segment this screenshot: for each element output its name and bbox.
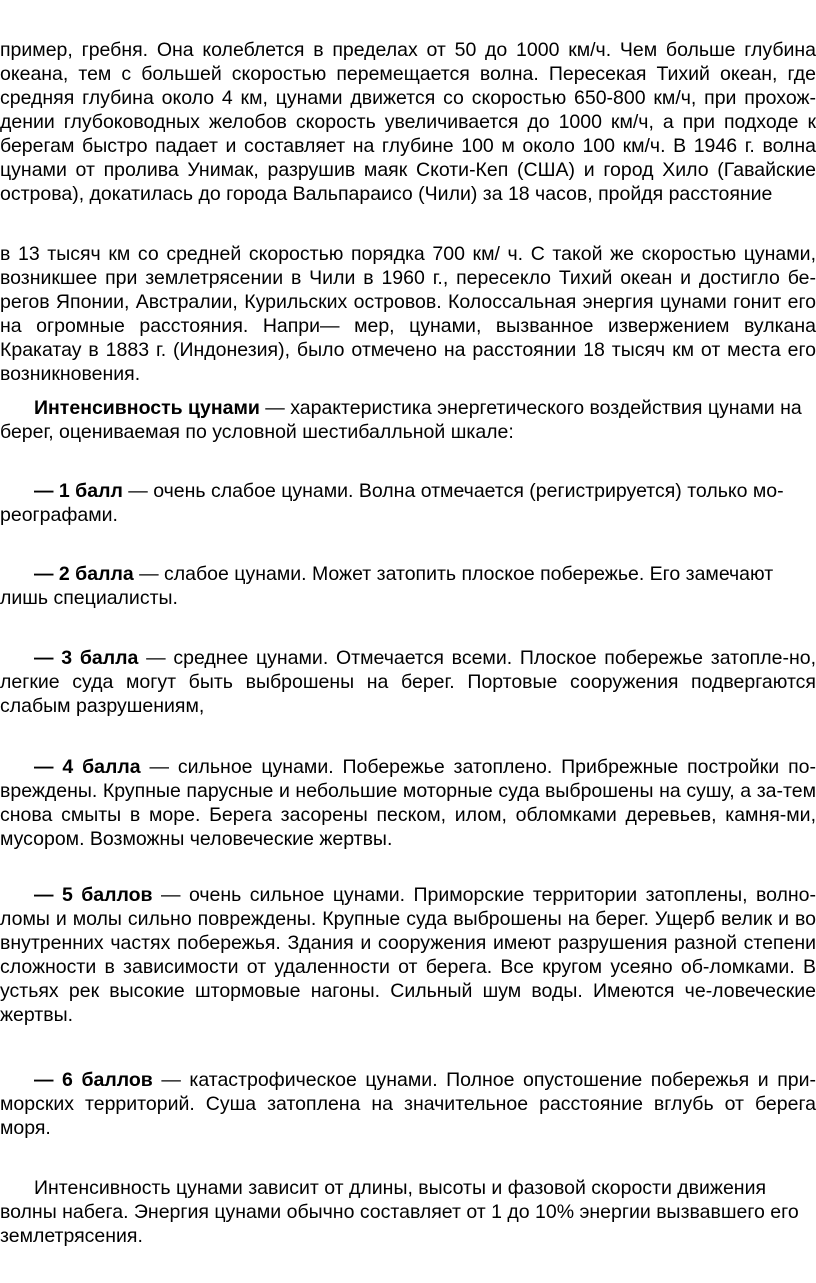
scale-grade-3: — 3 балла <box>34 647 139 669</box>
scale-grade-5: — 5 баллов <box>34 884 153 906</box>
scale-grade-6: — 6 баллов <box>34 1069 153 1091</box>
scale-item-1 <box>0 479 816 527</box>
scale-text-4: — сильное цунами. Побережье затоплено. Прибрежные постройки по-вреждены. Крупные парусные и небольшие моторные суда выброшены на сушу, а за-тем снова смыты в море. Берега засорены песком, илом, обломками деревьев, камня-ми, мусором. Возможны человеческие жертвы. <box>0 756 816 850</box>
scale-text-2: — слабое цунами. Может затопить плоское побережье. Его замечают лишь специалисты. <box>0 563 774 609</box>
scale-grade-4: — 4 балла <box>34 756 141 778</box>
scale-item-5 <box>0 883 816 1027</box>
intensity-term: Интенсивность цунами <box>34 397 260 419</box>
scale-item-3 <box>0 646 816 718</box>
paragraph-closing: Интенсивность цунами зависит от длины, высоты и фазовой скорости движения волны набега. Энергия цунами обычно составляет от 1 до 10% энергии вызвавшего его землетрясения. <box>0 1177 799 1247</box>
scale-grade-2: — 2 балла <box>34 563 134 585</box>
intensity-definition-text: — характеристика энергетического воздействия цунами на берег, оцениваемая по условной шестибалльной шкале: <box>0 397 802 443</box>
paragraph-wave-speed: пример, гребня. Она колеблется в пределах от 50 до 1000 км/ч. Чем больше глубина океана, тем с большей скоростью перемещается волна. Пересекая Тихий океан, где средняя глубина около 4 км, цунами движется со скоростью 650-800 км/ч, при прохож-дении глубоководных желобов скорость увеличивается до 1000 км/ч, а при подходе к берегам быстро падает и составляет на глубине 100 м около 100 км/ч. В 1946 г. волна цунами от пролива Унимак, разрушив маяк Скоти-Кеп (США) и город Хило (Гавайские острова), докатилась до города Вальпараисо (Чили) за 18 часов, пройдя расстояние <box>0 39 816 205</box>
paragraph-distance: в 13 тысяч км со средней скоростью порядка 700 км/ ч. С такой же скоростью цунами, возникшее при землетрясении в Чили в 1960 г., пересекло Тихий океан и достигло бе-регов Японии, Австралии, Курильских островов. Колоссальная энергия цунами гонит его на огромные расстояния. Напри— мер, цунами, вызванное извержением вулкана Кракатау в 1883 г. (Индонезия), было отмечено на расстоянии 18 тысяч км от места его возникновения. <box>0 243 816 385</box>
scale-item-6 <box>0 1068 816 1140</box>
scale-item-4 <box>0 755 816 851</box>
scale-item-2 <box>0 562 816 610</box>
scale-text-6: — катастрофическое цунами. Полное опустошение побережья и при-морских территорий. Суша затоплена на значительное расстояние вглубь от берега моря. <box>0 1069 816 1139</box>
scale-text-1: — очень слабое цунами. Волна отмечается (регистрируется) только мо-реографами. <box>0 480 784 526</box>
paragraph-intensity-definition <box>0 396 816 444</box>
scale-text-5: — очень сильное цунами. Приморские территории затоплены, волно-ломы и молы сильно повреждены. Крупные суда выброшены на берег. Ущерб велик и во внутренних частях побережья. Здания и сооружения имеют разрушения разной степени сложности в зависимости от удаленности от берега. Все кругом усеяно об-ломками. В устьях рек высокие штормовые нагоны. Сильный шум воды. Имеются че-ловеческие жертвы. <box>0 884 816 1026</box>
scale-grade-1: — 1 балл <box>34 480 123 502</box>
scale-text-3: — среднее цунами. Отмечается всеми. Плоское побережье затопле-но, легкие суда могут быть выброшены на берег. Портовые сооружения подвергаются слабым разрушениям, <box>0 647 816 717</box>
